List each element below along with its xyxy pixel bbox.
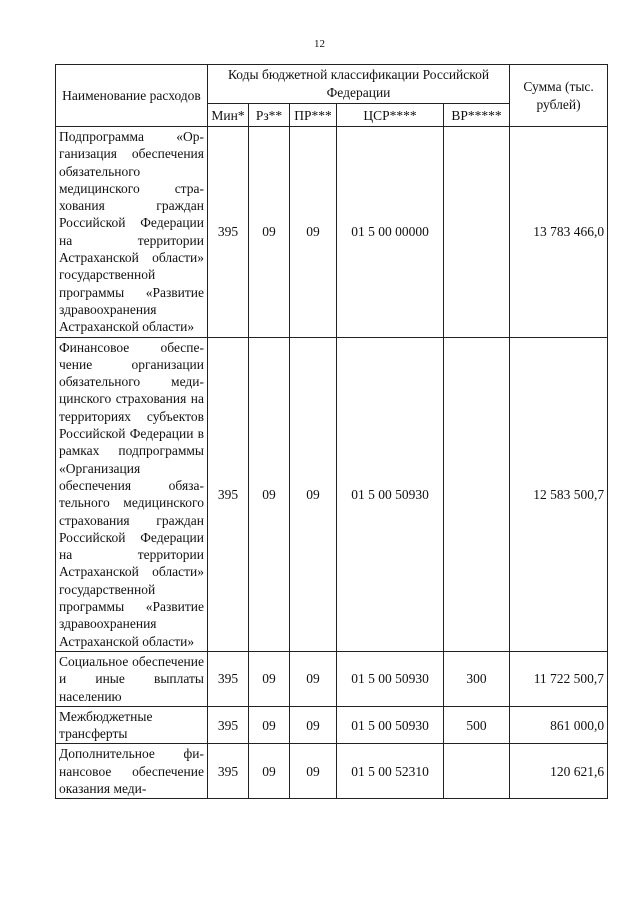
- row-csr: 01 5 00 50930: [337, 651, 444, 706]
- row-vr: [444, 744, 510, 799]
- table-row: [56, 706, 608, 744]
- header-sum: Сумма (тыс. рублей): [510, 65, 608, 127]
- row-name: Межбюджетные трансферты: [56, 706, 208, 744]
- header-row: [56, 65, 608, 104]
- row-pr: 09: [290, 744, 337, 799]
- row-name: Социальное обеспечение и иные выплаты населению: [56, 651, 208, 706]
- row-sum: 13 783 466,0: [510, 127, 608, 338]
- header-csr: ЦСР****: [337, 104, 444, 127]
- row-rz: 09: [249, 706, 290, 744]
- row-csr: 01 5 00 52310: [337, 744, 444, 799]
- budget-table: [55, 64, 608, 799]
- row-vr: [444, 127, 510, 338]
- row-csr: 01 5 00 50930: [337, 706, 444, 744]
- row-sum: 11 722 500,7: [510, 651, 608, 706]
- row-csr: 01 5 00 00000: [337, 127, 444, 338]
- row-name: Финансовое обеспечение организации обязательного медицинского страхования на территориях субъектов Российской Федерации в рамках подпрограммы «Организация обеспечения обязательного медицинского страхования граждан Российской Федерации на территории Астраханской области» государственной программы «Развитие здравоохранения Астраханской области»: [56, 337, 208, 651]
- table-row: [56, 337, 608, 651]
- row-sum: 12 583 500,7: [510, 337, 608, 651]
- row-rz: 09: [249, 651, 290, 706]
- row-min: 395: [208, 706, 249, 744]
- table-row: [56, 651, 608, 706]
- row-vr: 300: [444, 651, 510, 706]
- row-sum: 120 621,6: [510, 744, 608, 799]
- header-min: Мин*: [208, 104, 249, 127]
- row-name: Дополнительное финансовое обеспечение оказания меди-: [56, 744, 208, 799]
- row-name: Подпрограмма «Организация обеспечения обязательного медицинского страхования граждан Российской Федерации на территории Астраханской области» государственной программы «Развитие здравоохранения Астраханской области»: [56, 127, 208, 338]
- row-min: 395: [208, 651, 249, 706]
- page-number: 12: [314, 38, 325, 50]
- row-rz: 09: [249, 337, 290, 651]
- row-pr: 09: [290, 706, 337, 744]
- header-name: Наименование расходов: [56, 65, 208, 127]
- table-row: [56, 127, 608, 338]
- row-min: 395: [208, 744, 249, 799]
- row-pr: 09: [290, 127, 337, 338]
- table-row: [56, 744, 608, 799]
- header-rz: Рз**: [249, 104, 290, 127]
- row-min: 395: [208, 127, 249, 338]
- header-pr: ПР***: [290, 104, 337, 127]
- header-vr: ВР*****: [444, 104, 510, 127]
- header-codes-group: Коды бюджетной классификации Российской Федерации: [208, 65, 510, 104]
- row-vr: 500: [444, 706, 510, 744]
- row-csr: 01 5 00 50930: [337, 337, 444, 651]
- row-pr: 09: [290, 337, 337, 651]
- row-sum: 861 000,0: [510, 706, 608, 744]
- row-min: 395: [208, 337, 249, 651]
- row-pr: 09: [290, 651, 337, 706]
- row-rz: 09: [249, 744, 290, 799]
- row-vr: [444, 337, 510, 651]
- row-rz: 09: [249, 127, 290, 338]
